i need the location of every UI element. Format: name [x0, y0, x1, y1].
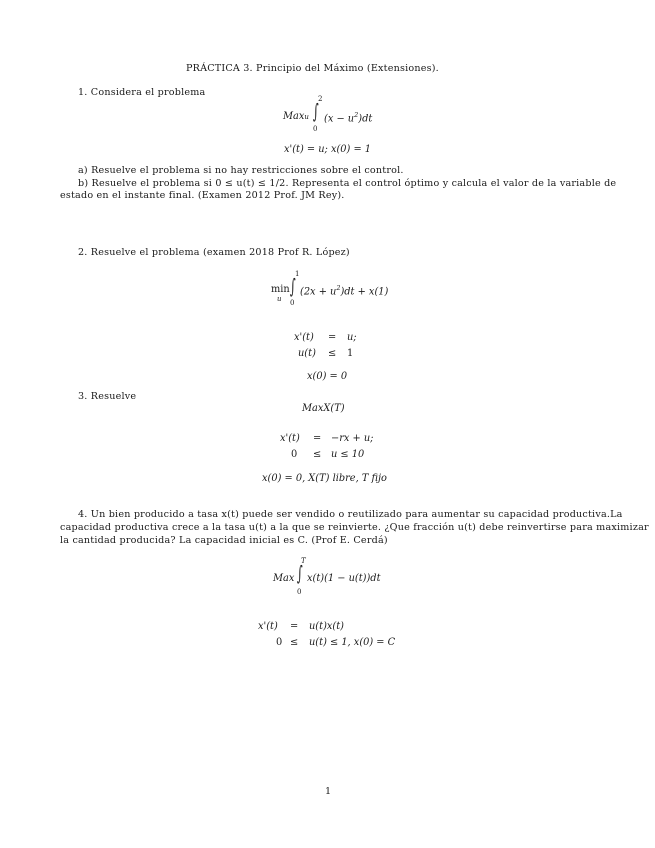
p4-row1-rhs: u(t)x(t) [309, 621, 344, 632]
p3-boundary: x(0) = 0, X(T) libre, T fijo [262, 473, 387, 484]
p1-integrand: $(x - u^2)dt$ [324, 111, 373, 125]
p2-row1-rel: = [328, 332, 337, 343]
p2-upper-limit: 1 [295, 270, 300, 278]
p3-objective: MaxX(T) [302, 403, 345, 414]
p2-row2-lhs: u(t) [298, 348, 316, 359]
p2-lower-limit: 0 [290, 299, 295, 307]
p2-integrand: $(2x + u^2)dt + x(1)$ [300, 284, 389, 298]
p3-row2-rhs: u ≤ 10 [331, 449, 365, 460]
problem-4-line1: 4. Un bien producido a tasa x(t) puede ser vendido o reutilizado para aumentar su capacidad productiva.La [78, 509, 623, 520]
p4-row1-lhs: x'(t) [258, 621, 278, 632]
p3-row2-lhs: 0 [291, 449, 298, 460]
problem-4-line3: la cantidad producida? La capacidad inicial es C. (Prof E. Cerdá) [60, 535, 388, 546]
problem-4-line2: capacidad productiva crece a la tasa u(t) a la que se reinvierte. ¿Que fracción u(t) debe reinvertirse para maximizar [60, 522, 649, 533]
problem-1-intro: 1. Considera el problema [78, 87, 206, 98]
integral-sign: ∫ [297, 561, 303, 585]
p4-row2-rel: ≤ [290, 637, 299, 648]
p1-part-b-line1: b) Resuelve el problema si 0 ≤ u(t) ≤ 1/2. Representa el control óptimo y calcula el valor de la variable de [78, 178, 617, 189]
problem-3-intro: 3. Resuelve [78, 391, 137, 402]
page-number: 1 [325, 786, 332, 797]
p4-integrand: x(t)(1 − u(t))dt [307, 573, 381, 584]
p2-min-sub: u [277, 295, 282, 303]
p1-part-a: a) Resuelve el problema si no hay restricciones sobre el control. [78, 165, 404, 176]
p4-upper-limit: T [301, 557, 306, 565]
p2-initial: x(0) = 0 [307, 371, 348, 382]
p3-row1-rhs: −rx + u; [331, 433, 374, 444]
p4-row1-rel: = [290, 621, 299, 632]
p1-constraint: x'(t) = u; x(0) = 1 [284, 144, 372, 155]
integral-sign: ∫ [313, 99, 319, 123]
p4-objective: Max [273, 573, 295, 584]
integral-sign: ∫ [290, 274, 296, 298]
p4-row2-lhs: 0 [276, 637, 283, 648]
p3-row1-lhs: x'(t) [280, 433, 300, 444]
p1-lower-limit: 0 [313, 125, 318, 133]
p2-row1-rhs: u; [347, 332, 357, 343]
page-title: PRÁCTICA 3. Principio del Máximo (Extensiones). [186, 63, 439, 74]
p2-min: min [271, 284, 290, 295]
p3-row2-rel: ≤ [313, 449, 322, 460]
problem-2-intro: 2. Resuelve el problema (examen 2018 Prof R. López) [78, 247, 350, 258]
p1-upper-limit: 2 [318, 95, 323, 103]
p1-part-b-line2: estado en el instante final. (Examen 2012 Prof. JM Rey). [60, 190, 345, 201]
p1-objective: Maxu [283, 111, 309, 122]
p4-lower-limit: 0 [297, 588, 302, 596]
p2-row2-rhs: 1 [347, 348, 354, 359]
p3-row1-rel: = [313, 433, 322, 444]
p2-row2-rel: ≤ [328, 348, 337, 359]
p2-row1-lhs: x'(t) [294, 332, 314, 343]
p4-row2-rhs: u(t) ≤ 1, x(0) = C [309, 637, 396, 648]
